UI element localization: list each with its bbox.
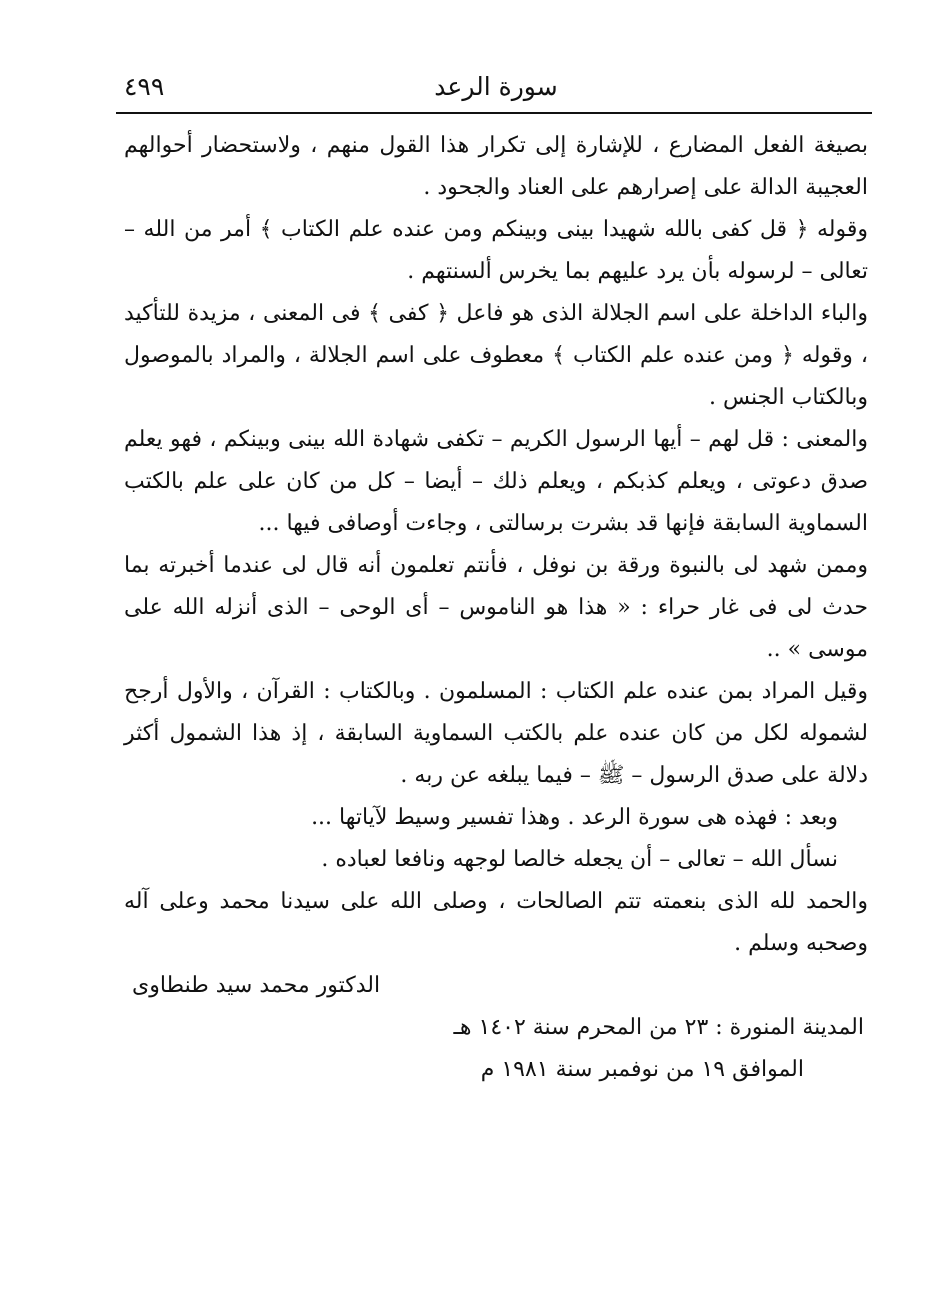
- page-number: ٤٩٩: [124, 72, 165, 101]
- author-signature: الدكتور محمد سيد طنطاوى: [132, 973, 381, 998]
- paragraph-9: والحمد لله الذى بنعمته تتم الصالحات ، وصلى الله على سيدنا محمد وعلى آله وصحبه وسلم .: [124, 889, 868, 956]
- paragraph-4: والمعنى : قل لهم – أيها الرسول الكريم – تكفى شهادة الله بينى وبينكم ، فهو يعلم صدق دعوتى ، ويعلم كذبكم ، ويعلم ذلك – أيضا – كل من كان على علم بالكتب السماوية السابقة فإنها قد بشرت برسالتى ، وجاءت أوصافى فيها ...: [124, 427, 868, 536]
- paragraph-1: بصيغة الفعل المضارع ، للإشارة إلى تكرار هذا القول منهم ، ولاستحضار أحوالهم العجيبة الدالة على إصرارهم على العناد والجحود .: [124, 133, 868, 200]
- running-title: سورة الرعد: [434, 72, 558, 101]
- paragraph-5: وممن شهد لى بالنبوة ورقة بن نوفل ، فأنتم تعلمون أنه قال لى عندما أخبرته بما حدث لى فى غار حراء : « هذا هو الناموس – أى الوحى – الذى أنزله الله على موسى » ..: [124, 553, 868, 662]
- header-rule: [116, 112, 872, 114]
- date-line-gregorian: الموافق ١٩ من نوفمبر سنة ١٩٨١ م: [480, 1057, 804, 1082]
- paragraph-7: وبعد : فهذه هى سورة الرعد . وهذا تفسير وسيط لآياتها ...: [311, 805, 838, 830]
- paragraph-2: وقوله ﴿ قل كفى بالله شهيدا بينى وبينكم ومن عنده علم الكتاب ﴾ أمر من الله – تعالى – لرسوله بأن يرد عليهم بما يخرس ألسنتهم .: [124, 217, 868, 284]
- date-block: [124, 1007, 868, 1091]
- page-header: [120, 68, 872, 108]
- paragraph-6: وقيل المراد بمن عنده علم الكتاب : المسلمون . وبالكتاب : القرآن ، والأول أرجح لشموله لكل من كان عنده علم بالكتب السماوية السابقة ، إذ هذا الشمول أكثر دلالة على صدق الرسول – ﷺ – فيما يبلغه عن ربه .: [124, 679, 868, 788]
- paragraph-8: نسأل الله – تعالى – أن يجعله خالصا لوجهه ونافعا لعباده .: [321, 847, 838, 872]
- paragraph-3: والباء الداخلة على اسم الجلالة الذى هو فاعل ﴿ كفى ﴾ فى المعنى ، مزيدة للتأكيد ، وقوله ﴿ ومن عنده علم الكتاب ﴾ معطوف على اسم الجلالة ، والمراد بالموصول وبالكتاب الجنس .: [124, 301, 868, 410]
- body-text: [124, 125, 868, 1091]
- date-line-hijri: المدينة المنورة : ٢٣ من المحرم سنة ١٤٠٢ هـ: [453, 1015, 864, 1040]
